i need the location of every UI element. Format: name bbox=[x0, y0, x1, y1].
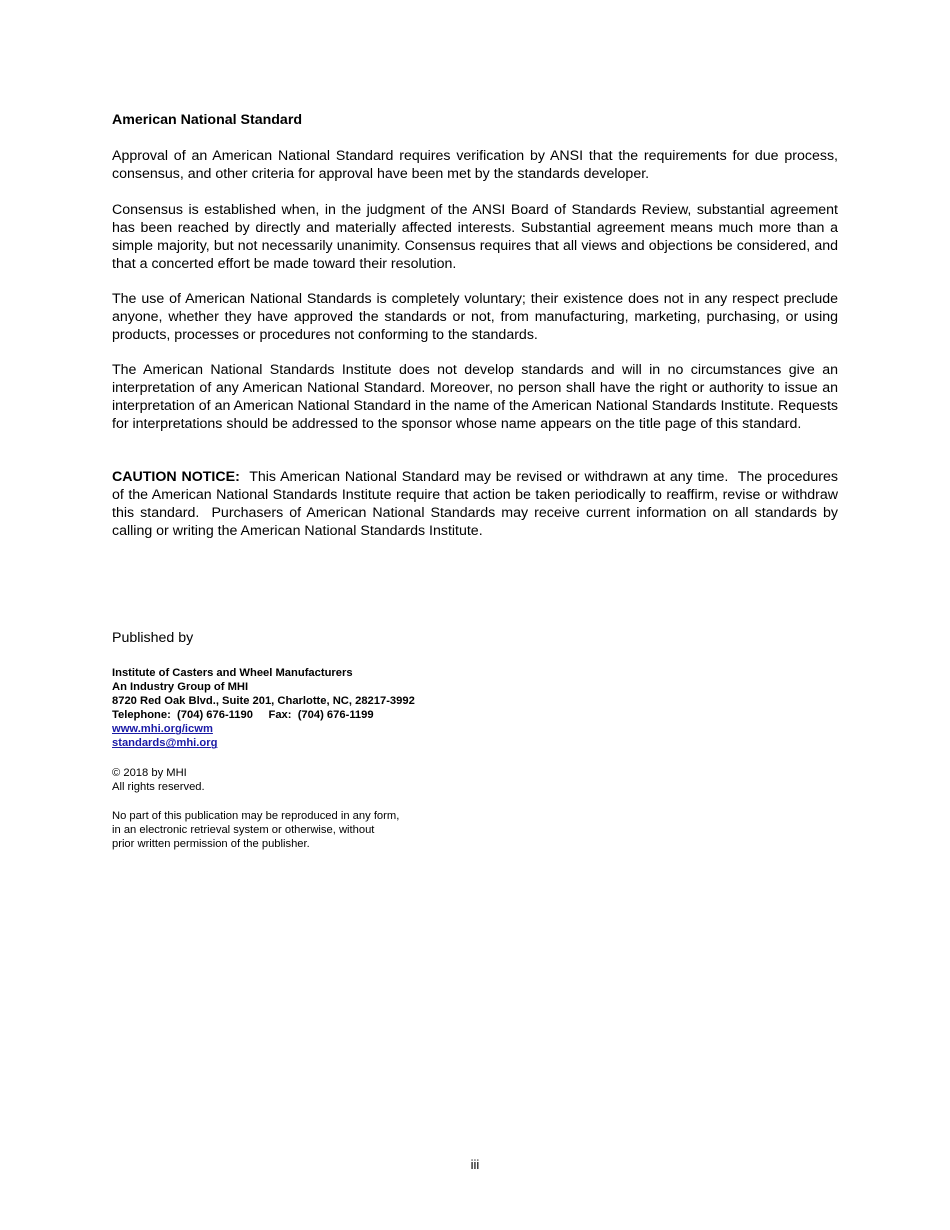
publisher-email-link[interactable]: standards@mhi.org bbox=[112, 737, 218, 750]
paragraph-interpretation: The American National Standards Institute does not develop standards and will in no circumstances give an interpretation of any American National Standard. Moreover, no person shall have the right or authority to issue an interpretation of an American National Standard in the name of the American National Standards Institute. Requests for interpretations should be addressed to the sponsor whose name appears on the title page of this standard. bbox=[112, 362, 838, 432]
reproduction-notice bbox=[112, 809, 399, 851]
copyright-line: © 2018 by MHI bbox=[112, 767, 187, 779]
publisher-name: Institute of Casters and Wheel Manufacturers bbox=[112, 667, 353, 679]
paragraph-approval: Approval of an American National Standard requires verification by ANSI that the requirements for due process, consensus, and other criteria for approval have been met by the standards developer. bbox=[112, 148, 838, 182]
publisher-address: 8720 Red Oak Blvd., Suite 201, Charlotte, NC, 28217-3992 bbox=[112, 695, 415, 708]
caution-notice bbox=[112, 469, 842, 541]
publisher-phone-fax: Telephone: (704) 676-1190 Fax: (704) 676-1199 bbox=[112, 709, 374, 722]
notice-line-1: No part of this publication may be reproduced in any form, bbox=[112, 810, 400, 822]
caution-notice-label: CAUTION NOTICE: bbox=[112, 469, 240, 485]
notice-line-3: prior written permission of the publisher. bbox=[112, 838, 310, 851]
section-heading: American National Standard bbox=[112, 112, 303, 128]
page-number: iii bbox=[470, 1157, 480, 1172]
published-by-label: Published by bbox=[112, 630, 194, 646]
rights-reserved-line: All rights reserved. bbox=[112, 781, 205, 794]
publisher-website-link[interactable]: www.mhi.org/icwm bbox=[112, 723, 213, 736]
copyright-block bbox=[112, 766, 205, 794]
caution-notice-text: This American National Standard may be revised or withdrawn at any time. The procedures of the American National Standards Institute require that action be taken periodically to reaffirm, revise or withdraw this standard. Purchasers of American National Standards may receive current information on all standards by calling or writing the American National Standards Institute. bbox=[112, 469, 842, 539]
paragraph-voluntary-use: The use of American National Standards is completely voluntary; their existence does not in any respect preclude anyone, whether they have approved the standards or not, from manufacturing, marketing, purchasing, or using products, processes or procedures not conforming to the standards. bbox=[112, 291, 838, 343]
notice-line-2: in an electronic retrieval system or otherwise, without bbox=[112, 824, 375, 837]
paragraph-consensus: Consensus is established when, in the judgment of the ANSI Board of Standards Review, substantial agreement has been reached by directly and materially affected interests. Substantial agreement means much more than a simple majority, but not necessarily unanimity. Consensus requires that all views and objections be considered, and that a concerted effort be made toward their resolution. bbox=[112, 202, 838, 272]
publisher-group: An Industry Group of MHI bbox=[112, 681, 249, 694]
publisher-block bbox=[112, 666, 415, 751]
